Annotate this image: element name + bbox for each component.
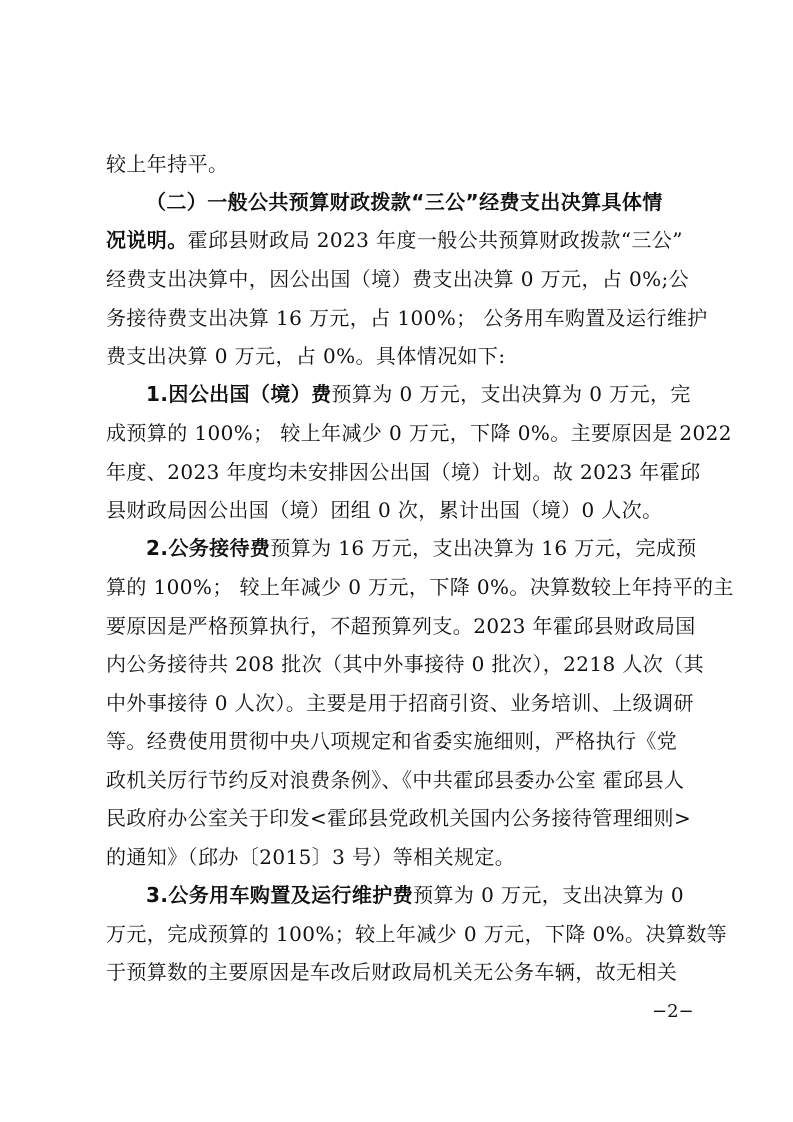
- subsection-reception: 2.公务接待费预算为 16 万元，支出决算为 16 万元，完成预: [146, 536, 697, 560]
- paragraph-line: 的通知》（邱办〔2015〕3 号）等相关规定。: [106, 845, 516, 869]
- subsection-travel-abroad: 1.因公出国（境）费预算为 0 万元，支出决算为 0 万元，完: [146, 382, 691, 406]
- paragraph-line: 万元，完成预算的 100%；较上年减少 0 万元，下降 0%。决算数等: [106, 922, 728, 946]
- paragraph-line: 况说明。霍邱县财政局 2023 年度一般公共预算财政拨款“三公”: [106, 228, 683, 252]
- paragraph-line: 等。经费使用贯彻中央八项规定和省委实施细则，严格执行《党: [106, 729, 678, 753]
- paragraph-line: 经费支出决算中，因公出国（境）费支出决算 0 万元，占 0%;公: [106, 267, 690, 291]
- section-heading: （二）一般公共预算财政拨款“三公”经费支出决算具体情: [146, 190, 663, 214]
- paragraph-line: 县财政局因公出国（境）团组 0 次，累计出国（境）0 人次。: [106, 498, 663, 522]
- paragraph-line: 成预算的 100%； 较上年减少 0 万元，下降 0%。主要原因是 2022: [106, 421, 732, 445]
- paragraph-line: 要原因是严格预算执行，不超预算列支。2023 年霍邱县财政局国: [106, 614, 696, 638]
- paragraph-line: 算的 100%； 较上年减少 0 万元，下降 0%。决算数较上年持平的主: [106, 575, 734, 599]
- paragraph-line: 中外事接待 0 人次）。主要是用于招商引资、业务培训、上级调研: [106, 691, 694, 715]
- paragraph-line: 年度、2023 年度均未安排因公出国（境）计划。故 2023 年霍邱: [106, 460, 701, 484]
- paragraph-line: 务接待费支出决算 16 万元，占 100%； 公务用车购置及运行维护: [106, 306, 708, 330]
- paragraph-line: 民政府办公室关于印发<霍邱县党政机关国内公务接待管理细则>: [106, 806, 692, 830]
- paragraph-line: 较上年持平。: [106, 152, 229, 176]
- paragraph-line: 于预算数的主要原因是车改后财政局机关无公务车辆，故无相关: [106, 960, 678, 984]
- paragraph-line: 费支出决算 0 万元，占 0%。具体情况如下:: [106, 344, 506, 368]
- paragraph-line: 政机关厉行节约反对浪费条例》、《中共霍邱县委办公室 霍邱县人: [106, 768, 685, 792]
- subsection-vehicles: 3.公务用车购置及运行维护费预算为 0 万元，支出决算为 0: [146, 883, 685, 907]
- paragraph-line: 内公务接待共 208 批次（其中外事接待 0 批次），2218 人次（其: [106, 652, 704, 676]
- page-number: −2−: [652, 1001, 694, 1022]
